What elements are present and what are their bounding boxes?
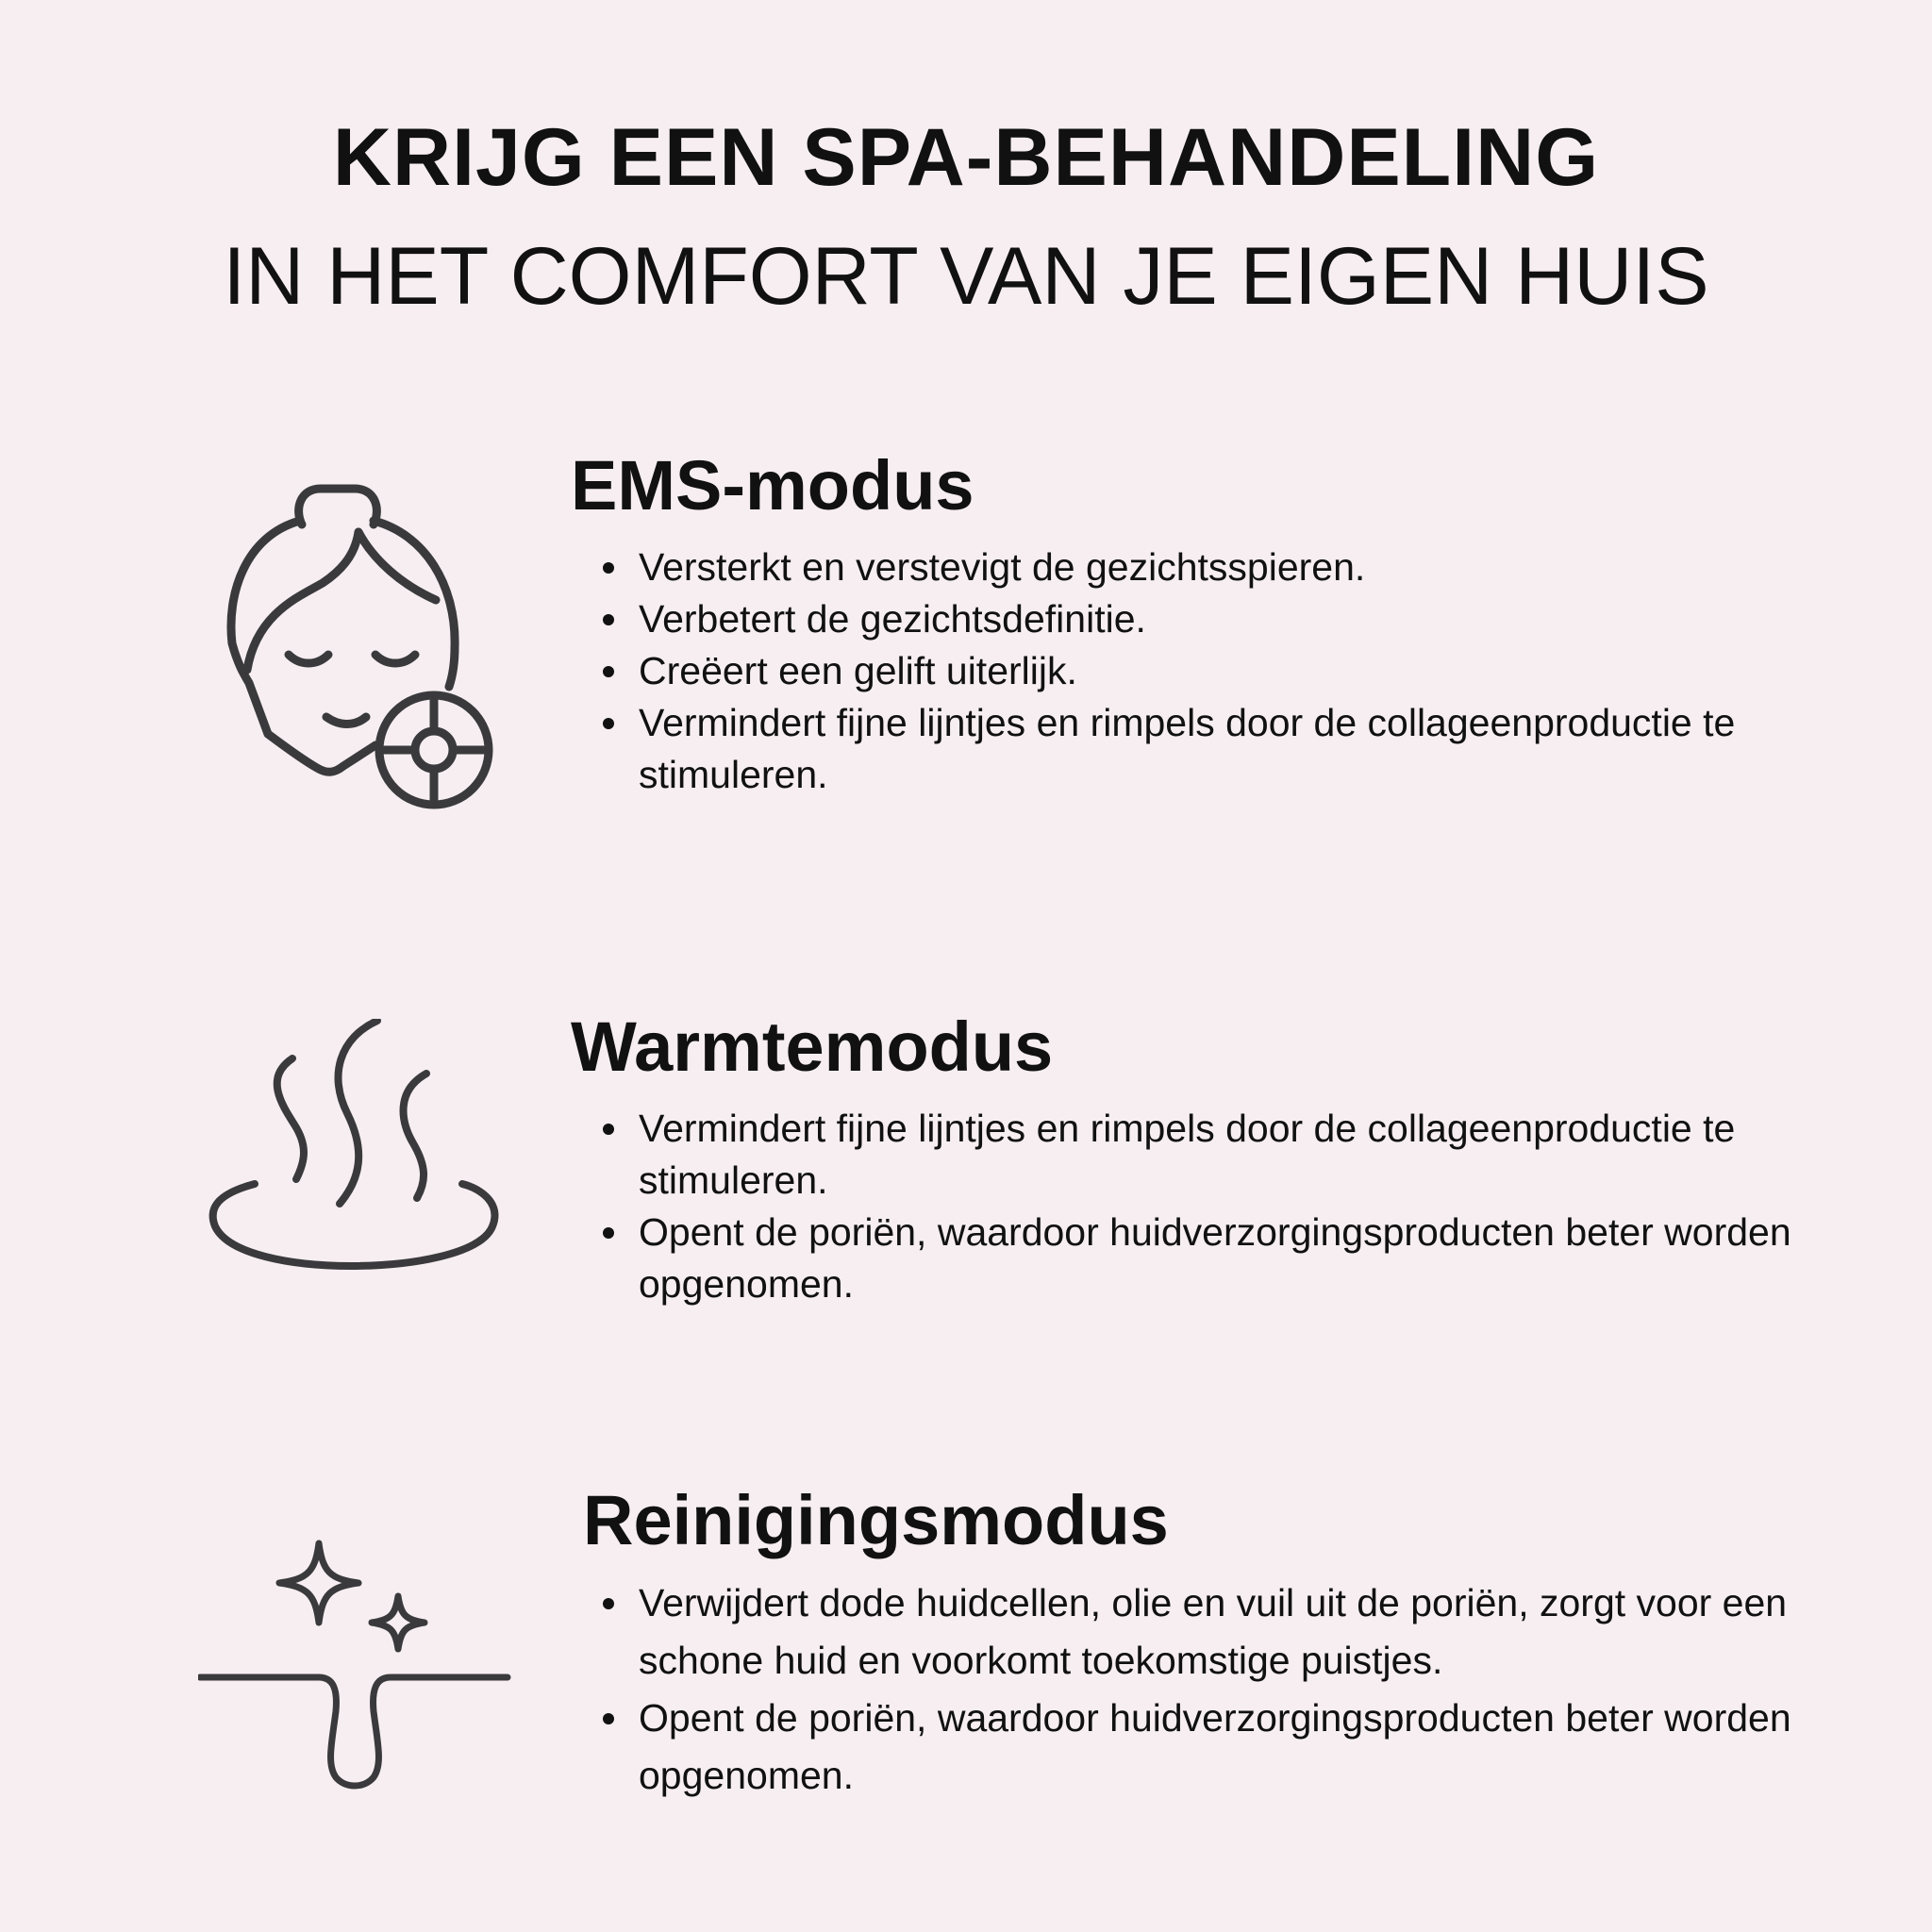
bullet-list [571,541,1797,801]
list-item: Opent de poriën, waardoor huidverzorgingsproducten beter worden opgenomen. [639,1690,1809,1805]
steam-heat-icon [208,1019,547,1302]
page-title: KRIJG EEN SPA-BEHANDELING [332,112,1600,203]
section-title: EMS-modus [571,446,974,525]
list-item: Verbetert de gezichtsdefinitie. [639,593,1797,645]
list-item: Versterkt en verstevigt de gezichtsspieren. [639,541,1797,593]
section-title: Reinigingsmodus [583,1481,1169,1559]
list-item: Opent de poriën, waardoor huidverzorgingsproducten beter worden opgenomen. [639,1207,1797,1310]
page-subtitle: IN HET COMFORT VAN JE EIGEN HUIS [223,231,1709,322]
list-item: Vermindert fijne lijntjes en rimpels door de collageenproductie te stimuleren. [639,1103,1797,1207]
bullet-list [583,1574,1809,1805]
list-item: Vermindert fijne lijntjes en rimpels door de collageenproductie te stimuleren. [639,697,1797,801]
list-item: Verwijdert dode huidcellen, olie en vuil uit de poriën, zorgt voor een schone huid en voorkomt toekomstige puistjes. [639,1574,1809,1690]
reiniging-content [583,1478,1809,1805]
ems-content [571,443,1797,801]
header [0,106,1932,328]
list-item: Creëert een gelift uiterlijk. [639,645,1797,697]
clean-pore-sparkle-icon [198,1540,538,1804]
section-title: Warmtemodus [571,1008,1054,1086]
bullet-list [571,1103,1797,1310]
face-ems-icon [189,462,528,821]
warmte-content [571,1005,1797,1310]
